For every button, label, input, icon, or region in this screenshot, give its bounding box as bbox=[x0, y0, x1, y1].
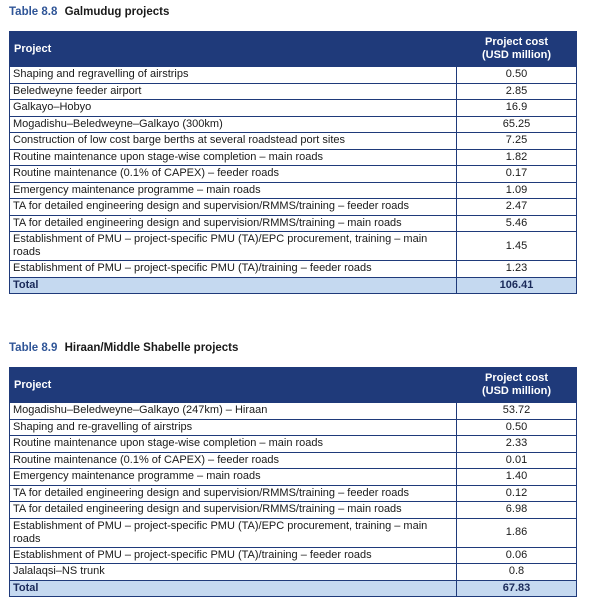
table-row bbox=[10, 100, 577, 117]
table-row bbox=[10, 403, 577, 420]
table-row bbox=[10, 547, 577, 564]
header-project: Project bbox=[10, 32, 457, 67]
cost-cell: 1.23 bbox=[457, 261, 577, 278]
project-cell: Construction of low cost barge berths at several roadstead port sites bbox=[10, 133, 457, 150]
galmudug-projects-table bbox=[9, 31, 577, 294]
table-title: Hiraan/Middle Shabelle projects bbox=[64, 342, 239, 354]
project-cell: Mogadishu–Beledweyne–Galkayo (247km) – Hiraan bbox=[10, 403, 457, 420]
header-cost-line1: Project cost bbox=[485, 372, 548, 384]
table-header-row bbox=[10, 368, 577, 403]
table-row bbox=[10, 199, 577, 216]
cost-cell: 1.09 bbox=[457, 182, 577, 199]
table-number: Table 8.8 bbox=[9, 6, 58, 18]
cost-cell: 65.25 bbox=[457, 116, 577, 133]
project-cell: TA for detailed engineering design and supervision/RMMS/training – main roads bbox=[10, 215, 457, 232]
cost-cell: 7.25 bbox=[457, 133, 577, 150]
cost-cell: 2.85 bbox=[457, 83, 577, 100]
cost-cell: 6.98 bbox=[457, 502, 577, 519]
header-cost-line2: (USD million) bbox=[481, 385, 552, 397]
project-cell: TA for detailed engineering design and supervision/RMMS/training – main roads bbox=[10, 502, 457, 519]
table-row bbox=[10, 502, 577, 519]
project-cell: Emergency maintenance programme – main roads bbox=[10, 182, 457, 199]
total-value: 67.83 bbox=[457, 580, 577, 597]
table-row bbox=[10, 232, 577, 261]
project-cell: Establishment of PMU – project-specific PMU (TA)/EPC procurement, training – main roads bbox=[10, 518, 457, 547]
header-cost-line1: Project cost bbox=[485, 36, 548, 48]
table-number: Table 8.9 bbox=[9, 342, 58, 354]
project-cell: Mogadishu–Beledweyne–Galkayo (300km) bbox=[10, 116, 457, 133]
table-row bbox=[10, 436, 577, 453]
table-header-row bbox=[10, 32, 577, 67]
project-cell: TA for detailed engineering design and supervision/RMMS/training – feeder roads bbox=[10, 485, 457, 502]
table-title: Galmudug projects bbox=[64, 6, 170, 18]
table-8-8-caption bbox=[9, 6, 169, 18]
total-label: Total bbox=[10, 277, 457, 294]
table-row bbox=[10, 452, 577, 469]
cost-cell: 16.9 bbox=[457, 100, 577, 117]
table-row bbox=[10, 518, 577, 547]
project-cell: Shaping and re-gravelling of airstrips bbox=[10, 419, 457, 436]
cost-cell: 5.46 bbox=[457, 215, 577, 232]
project-cell: Establishment of PMU – project-specific PMU (TA)/training – feeder roads bbox=[10, 547, 457, 564]
header-project: Project bbox=[10, 368, 457, 403]
table-row bbox=[10, 133, 577, 150]
cost-cell: 1.86 bbox=[457, 518, 577, 547]
project-cell: Routine maintenance (0.1% of CAPEX) – feeder roads bbox=[10, 452, 457, 469]
project-cell: Shaping and regravelling of airstrips bbox=[10, 67, 457, 84]
cost-cell: 1.82 bbox=[457, 149, 577, 166]
cost-cell: 2.47 bbox=[457, 199, 577, 216]
table-8-9-caption bbox=[9, 342, 238, 354]
cost-cell: 0.8 bbox=[457, 564, 577, 581]
table-row bbox=[10, 67, 577, 84]
table-row bbox=[10, 182, 577, 199]
project-cell: Jalalaqsi–NS trunk bbox=[10, 564, 457, 581]
header-project-cost bbox=[457, 32, 577, 67]
project-cell: Emergency maintenance programme – main roads bbox=[10, 469, 457, 486]
project-cell: Routine maintenance upon stage-wise completion – main roads bbox=[10, 149, 457, 166]
project-cell: Routine maintenance upon stage-wise completion – main roads bbox=[10, 436, 457, 453]
project-cell: Establishment of PMU – project-specific PMU (TA)/EPC procurement, training – main roads bbox=[10, 232, 457, 261]
table-row bbox=[10, 215, 577, 232]
table-row bbox=[10, 564, 577, 581]
table-row bbox=[10, 83, 577, 100]
table-row bbox=[10, 116, 577, 133]
hiraan-middle-shabelle-projects-table bbox=[9, 367, 577, 597]
project-cell: Galkayo–Hobyo bbox=[10, 100, 457, 117]
table-row bbox=[10, 149, 577, 166]
total-value: 106.41 bbox=[457, 277, 577, 294]
project-cell: Beledweyne feeder airport bbox=[10, 83, 457, 100]
total-row bbox=[10, 277, 577, 294]
cost-cell: 0.50 bbox=[457, 419, 577, 436]
project-cell: Establishment of PMU – project-specific PMU (TA)/training – feeder roads bbox=[10, 261, 457, 278]
project-cell: TA for detailed engineering design and supervision/RMMS/training – feeder roads bbox=[10, 199, 457, 216]
table-row bbox=[10, 166, 577, 183]
table-row bbox=[10, 485, 577, 502]
cost-cell: 53.72 bbox=[457, 403, 577, 420]
cost-cell: 1.40 bbox=[457, 469, 577, 486]
cost-cell: 0.01 bbox=[457, 452, 577, 469]
cost-cell: 0.12 bbox=[457, 485, 577, 502]
total-row bbox=[10, 580, 577, 597]
header-cost-line2: (USD million) bbox=[481, 49, 552, 61]
table-row bbox=[10, 469, 577, 486]
project-cell: Routine maintenance (0.1% of CAPEX) – feeder roads bbox=[10, 166, 457, 183]
table-row bbox=[10, 261, 577, 278]
header-project-cost bbox=[457, 368, 577, 403]
cost-cell: 0.17 bbox=[457, 166, 577, 183]
cost-cell: 1.45 bbox=[457, 232, 577, 261]
total-label: Total bbox=[10, 580, 457, 597]
cost-cell: 0.50 bbox=[457, 67, 577, 84]
table-row bbox=[10, 419, 577, 436]
cost-cell: 2.33 bbox=[457, 436, 577, 453]
cost-cell: 0.06 bbox=[457, 547, 577, 564]
